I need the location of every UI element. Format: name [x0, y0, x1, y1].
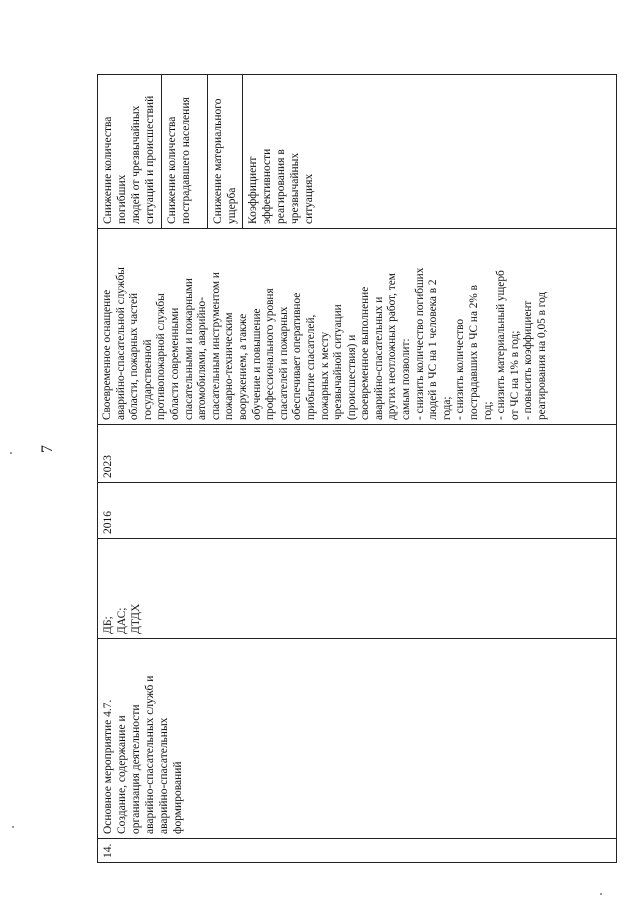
activity-name: Основное мероприятие 4.7. Создание, содержание и организация деятельности аварийно-спасательных служб и аварийно-спасательных формирований — [98, 639, 617, 839]
measures-table — [97, 74, 617, 863]
indicator-cell: Снижение количества пострадавшего населения — [162, 75, 208, 229]
scan-speck — [600, 893, 602, 895]
end-year: 2023 — [98, 425, 617, 483]
scan-speck — [12, 826, 14, 828]
page-number: 7 — [39, 445, 56, 453]
scan-speck — [10, 452, 12, 454]
indicator-cell: Снижение количества погибших людей от чрезвычайных ситуаций и происшествий — [98, 75, 162, 229]
table-row — [98, 75, 162, 863]
expected-result: Своевременное оснащение аварийно-спасательной службы области, пожарных частей государственной противопожарной службы области современными спасательными и пожарными автомобилями, аварийно- спасательным инструментом и пожарно-техническим вооружением, а также обучение и повышение профессионального уровня спасателей и пожарных обеспечивает оперативное прибытие спасателей, пожарных к месту чрезвычайной ситуации (происшествия) и своевременное выполнение аварийно-спасательных и других неотложных работ, тем самым позволит: - снизить количество погибших людей в ЧС на 1 человека в 2 года; - снизить количество пострадавших в ЧС на 2% в год; - снизить материальный ущерб от ЧС на 1% в год; - повысить коэффициент реагирования на 0,05 в год — [98, 229, 617, 425]
indicator-cell: Снижение материального ущерба — [208, 75, 243, 229]
start-year: 2016 — [98, 483, 617, 539]
indicator-cell: Коэффициент эффективности реагирования в чрезвычайных ситуациях — [243, 75, 617, 229]
executors: ДБ; ДАС; ДТДХ — [98, 539, 617, 639]
row-number: 14. — [98, 839, 617, 863]
rotated-table-wrapper — [97, 75, 617, 863]
